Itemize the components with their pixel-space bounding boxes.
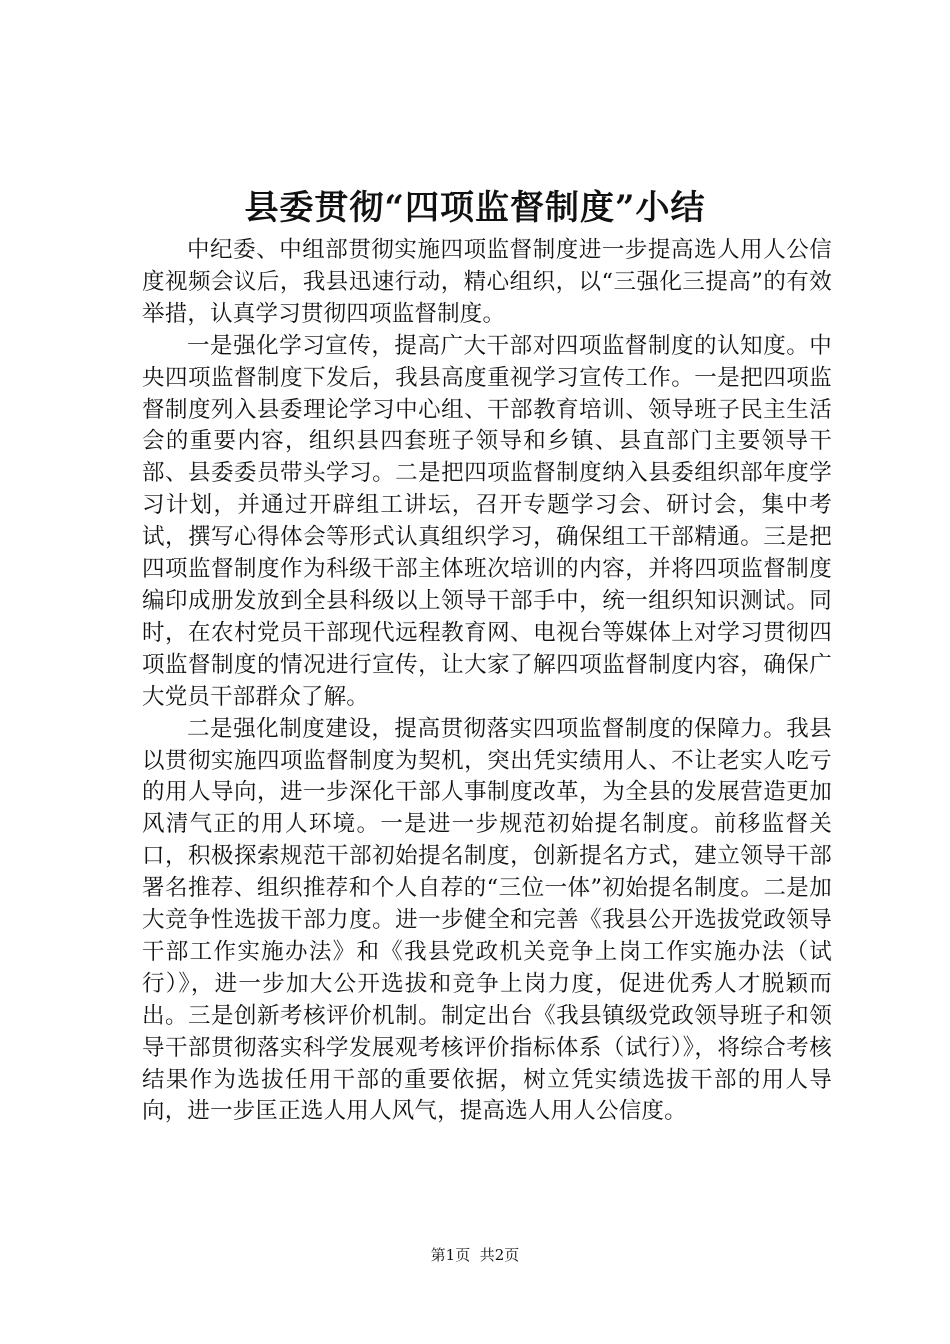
page-number: 第1页: [430, 1246, 471, 1264]
document-body: [142, 235, 832, 1128]
page-footer: [0, 1245, 950, 1265]
paragraph-intro: 中纪委、中组部贯彻实施四项监督制度进一步提高选人用人公信度视频会议后，我县迅速行动，精心组织，以“三强化三提高”的有效举措，认真学习贯彻四项监督制度。: [142, 237, 832, 327]
paragraph-study-publicity: 一是强化学习宣传，提高广大干部对四项监督制度的认知度。中央四项监督制度下发后，我县高度重视学习宣传工作。一是把四项监督制度列入县委理论学习中心组、干部教育培训、领导班子民主生活会的重要内容，组织县四套班子领导和乡镇、县直部门主要领导干部、县委委员带头学习。二是把四项监督制度纳入县委组织部年度学习计划，并通过开辟组工讲坛，召开专题学习会、研讨会，集中考试，撰写心得体会等形式认真组织学习，确保组工干部精通。三是把四项监督制度作为科级干部主体班次培训的内容，并将四项监督制度编印成册发放到全县科级以上领导干部手中，统一组织知识测试。同时，在农村党员干部现代远程教育网、电视台等媒体上对学习贯彻四项监督制度的情况进行宣传，让大家了解四项监督制度内容，确保广大党员干部群众了解。: [142, 332, 832, 710]
paragraph-system-building: 二是强化制度建设，提高贯彻落实四项监督制度的保障力。我县以贯彻实施四项监督制度为契机，突出凭实绩用人、不让老实人吃亏的用人导向，进一步深化干部人事制度改革，为全县的发展营造更加风清气正的用人环境。一是进一步规范初始提名制度。前移监督关口，积极探索规范干部初始提名制度，创新提名方式，建立领导干部署名推荐、组织推荐和个人自荐的“三位一体”初始提名制度。二是加大竞争性选拔干部力度。进一步健全和完善《我县公开选拔党政领导干部工作实施办法》和《我县党政机关竞争上岗工作实施办法（试行）》，进一步加大公开选拔和竞争上岗力度，促进优秀人才脱颖而出。三是创新考核评价机制。制定出台《我县镇级党政领导班子和领导干部贯彻落实科学发展观考核评价指标体系（试行）》，将综合考核结果作为选拔任用干部的重要依据，树立凭实绩选拔干部的用人导向，进一步匡正选人用人风气，提高选人用人公信度。: [142, 715, 832, 1125]
document-title: 县委贯彻“四项监督制度”小结: [244, 188, 706, 228]
page-total: 共2页: [479, 1246, 520, 1264]
